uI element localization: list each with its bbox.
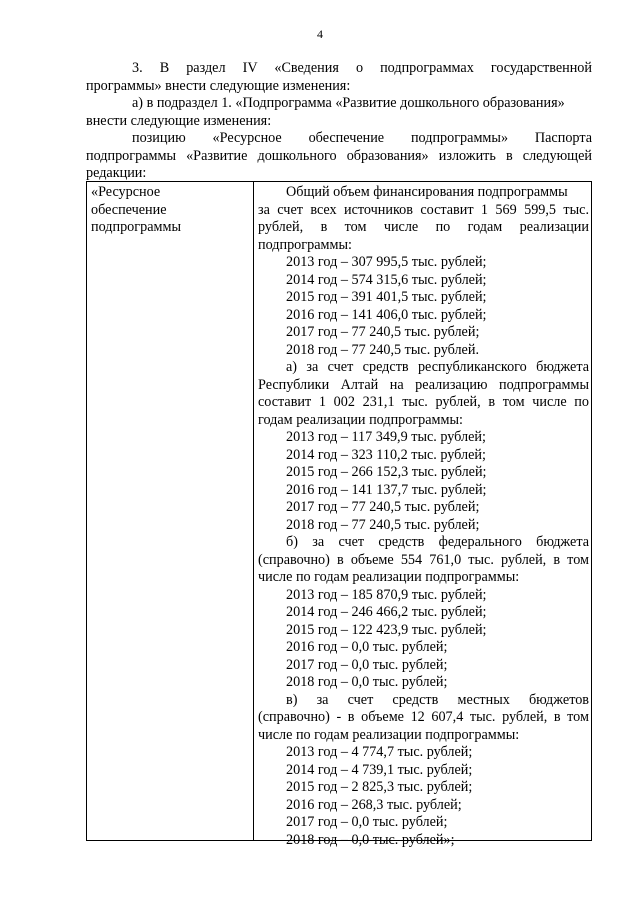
federal-year-line: 2013 год – 185 870,9 тыс. рублей;: [286, 586, 487, 603]
table-column-divider: [253, 182, 254, 840]
local-year-line: 2017 год – 0,0 тыс. рублей;: [286, 814, 448, 830]
federal-year-line: 2015 год – 122 423,9 тыс. рублей;: [286, 621, 487, 638]
row-label-cell: [91, 184, 241, 237]
federal-budget-line: числе по годам реализации подпрограммы:: [258, 569, 520, 585]
total-year-line: 2015 год – 391 401,5 тыс. рублей;: [286, 289, 487, 305]
federal-year-line: 2014 год – 246 466,2 тыс. рублей;: [286, 604, 487, 620]
republic-budget-line: составит 1 002 231,1 тыс. рублей, в том числе по: [258, 394, 589, 410]
total-year-line: 2018 год – 77 240,5 тыс. рублей.: [286, 341, 479, 358]
local-year-line: 2018 год – 0,0 тыс. рублей»;: [286, 831, 455, 848]
local-budget-line: числе по годам реализации подпрограммы:: [258, 726, 520, 743]
federal-year-line: 2018 год – 0,0 тыс. рублей;: [286, 674, 448, 690]
total-funding-line: Общий объем финансирования подпрограммы: [286, 184, 568, 200]
row-label-line: «Ресурсное: [91, 184, 161, 200]
row-label-line: подпрограммы: [91, 219, 181, 235]
intro-line: редакции:: [86, 165, 147, 181]
total-year-line: 2013 год – 307 995,5 тыс. рублей;: [286, 254, 487, 270]
local-year-line: 2013 год – 4 774,7 тыс. рублей;: [286, 744, 473, 760]
republic-budget-line: а) за счет средств республиканского бюджета: [286, 359, 589, 375]
total-year-line: 2017 год – 77 240,5 тыс. рублей;: [286, 324, 480, 340]
intro-line: а) в подраздел 1. «Подпрограмма «Развитие дошкольного образования»: [132, 95, 565, 111]
republic-budget-line: годам реализации подпрограммы:: [258, 411, 463, 428]
republic-year-line: 2013 год – 117 349,9 тыс. рублей;: [286, 429, 486, 445]
total-funding-line: подпрограммы:: [258, 236, 352, 253]
republic-year-line: 2015 год – 266 152,3 тыс. рублей;: [286, 464, 487, 480]
intro-line: подпрограммы «Развитие дошкольного образования» изложить в следующей: [86, 147, 592, 164]
local-year-line: 2016 год – 268,3 тыс. рублей;: [286, 796, 462, 813]
resource-table: [86, 181, 592, 848]
total-year-line: 2016 год – 141 406,0 тыс. рублей;: [286, 306, 487, 323]
row-content-cell: [258, 184, 589, 849]
intro-line: позицию «Ресурсное обеспечение подпрограммы» Паспорта: [132, 130, 592, 146]
federal-year-line: 2017 год – 0,0 тыс. рублей;: [286, 656, 448, 673]
local-budget-line: (справочно) - в объеме 12 607,4 тыс. рублей, в том: [258, 709, 589, 725]
intro-line: 3. В раздел IV «Сведения о подпрограммах государственной: [132, 60, 592, 76]
republic-budget-line: Республики Алтай на реализацию подпрограммы: [258, 376, 589, 393]
intro-line: программы» внести следующие изменения:: [86, 77, 351, 94]
republic-year-line: 2016 год – 141 137,7 тыс. рублей;: [286, 481, 487, 498]
republic-year-line: 2018 год – 77 240,5 тыс. рублей;: [286, 516, 480, 533]
total-funding-line: за счет всех источников составит 1 569 599,5 тыс.: [258, 201, 589, 218]
republic-year-line: 2014 год – 323 110,2 тыс. рублей;: [286, 446, 486, 463]
total-year-line: 2014 год – 574 315,6 тыс. рублей;: [286, 271, 487, 288]
federal-year-line: 2016 год – 0,0 тыс. рублей;: [286, 639, 448, 655]
local-year-line: 2014 год – 4 739,1 тыс. рублей;: [286, 761, 473, 778]
republic-year-line: 2017 год – 77 240,5 тыс. рублей;: [286, 499, 480, 515]
page-number: 4: [317, 27, 323, 41]
row-label-line: обеспечение: [91, 201, 167, 218]
intro-text: [86, 60, 592, 183]
federal-budget-line: б) за счет средств федерального бюджета: [286, 534, 589, 550]
total-funding-line: рублей, в том числе по годам реализации: [258, 219, 589, 235]
local-budget-line: в) за счет средств местных бюджетов: [286, 691, 589, 708]
federal-budget-line: (справочно) в объеме 554 761,0 тыс. рублей, в том: [258, 551, 589, 568]
local-year-line: 2015 год – 2 825,3 тыс. рублей;: [286, 779, 473, 795]
intro-line: внести следующие изменения:: [86, 112, 272, 129]
